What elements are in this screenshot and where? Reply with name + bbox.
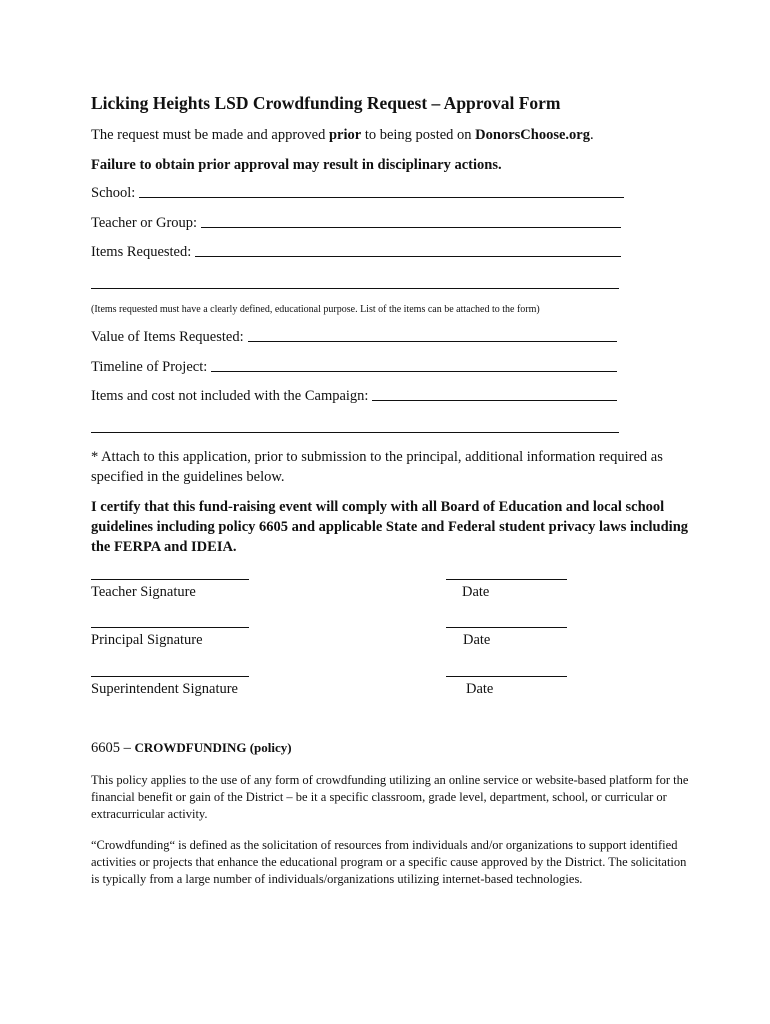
teacher-date-label: Date: [462, 584, 490, 600]
items-not-included-label: Items and cost not included with the Campaign:: [91, 388, 369, 404]
teacher-signature-line[interactable]: [91, 579, 249, 580]
items-requested-extra-line[interactable]: [91, 288, 619, 289]
items-requested-field[interactable]: [91, 244, 621, 261]
superintendent-date-line[interactable]: [446, 676, 567, 677]
principal-date-label: Date: [463, 632, 491, 648]
items-not-included-extra-line[interactable]: [91, 432, 619, 433]
items-not-included-field[interactable]: [91, 388, 617, 405]
form-title: Licking Heights LSD Crowdfunding Request – Approval Form: [91, 93, 561, 113]
policy-heading: [91, 740, 292, 757]
warning-text: Failure to obtain prior approval may result in disciplinary actions.: [91, 157, 502, 173]
principal-signature-label: Principal Signature: [91, 632, 203, 648]
school-input-line[interactable]: [139, 196, 624, 198]
timeline-input-line[interactable]: [211, 370, 617, 372]
principal-date-line[interactable]: [446, 627, 567, 628]
teacher-group-label: Teacher or Group:: [91, 215, 198, 231]
superintendent-signature-line[interactable]: [91, 676, 249, 677]
policy-title: CROWDFUNDING (policy): [134, 740, 292, 755]
certify-statement: I certify that this fund-raising event will comply with all Board of Education and local school guidelines including policy 6605 and applicable State and Federal student privacy laws including the FERPA and IDEIA.: [91, 499, 689, 555]
superintendent-date-label: Date: [466, 681, 494, 697]
superintendent-signature-label: Superintendent Signature: [91, 681, 238, 697]
school-field[interactable]: [91, 185, 624, 202]
school-label: School:: [91, 185, 136, 201]
teacher-group-input-line[interactable]: [201, 226, 621, 228]
policy-paragraph-2: “Crowdfunding“ is defined as the solicitation of resources from individuals and/or organizations to support identified activities or projects that enhance the educational program or a specific cause approved by the District. The solicitation is typically from a large number of individuals/organizations utilizing internet-based technologies.: [91, 838, 687, 886]
value-items-label: Value of Items Requested:: [91, 329, 244, 345]
policy-number: 6605 –: [91, 740, 135, 756]
intro-text: The request must be made and approved prior to being posted on DonorsChoose.org.: [91, 127, 594, 143]
teacher-signature-label: Teacher Signature: [91, 584, 196, 600]
items-requested-label: Items Requested:: [91, 244, 192, 260]
items-not-included-input-line[interactable]: [372, 399, 617, 401]
timeline-field[interactable]: [91, 359, 617, 376]
principal-signature-line[interactable]: [91, 627, 249, 628]
teacher-group-field[interactable]: [91, 215, 621, 232]
teacher-date-line[interactable]: [446, 579, 567, 580]
value-items-input-line[interactable]: [248, 340, 617, 342]
timeline-label: Timeline of Project:: [91, 359, 208, 375]
items-note: (Items requested must have a clearly defined, educational purpose. List of the items can be attached to the form): [91, 304, 540, 315]
value-items-field[interactable]: [91, 329, 617, 346]
policy-paragraph-1: This policy applies to the use of any form of crowdfunding utilizing an online service or website-based platform for the financial benefit or gain of the District – be it a specific classroom, grade level, department, school, or curricular or extracurricular activity.: [91, 773, 689, 821]
items-requested-input-line[interactable]: [195, 255, 621, 257]
attach-note: * Attach to this application, prior to submission to the principal, additional information required as specified in the guidelines below.: [91, 449, 663, 485]
